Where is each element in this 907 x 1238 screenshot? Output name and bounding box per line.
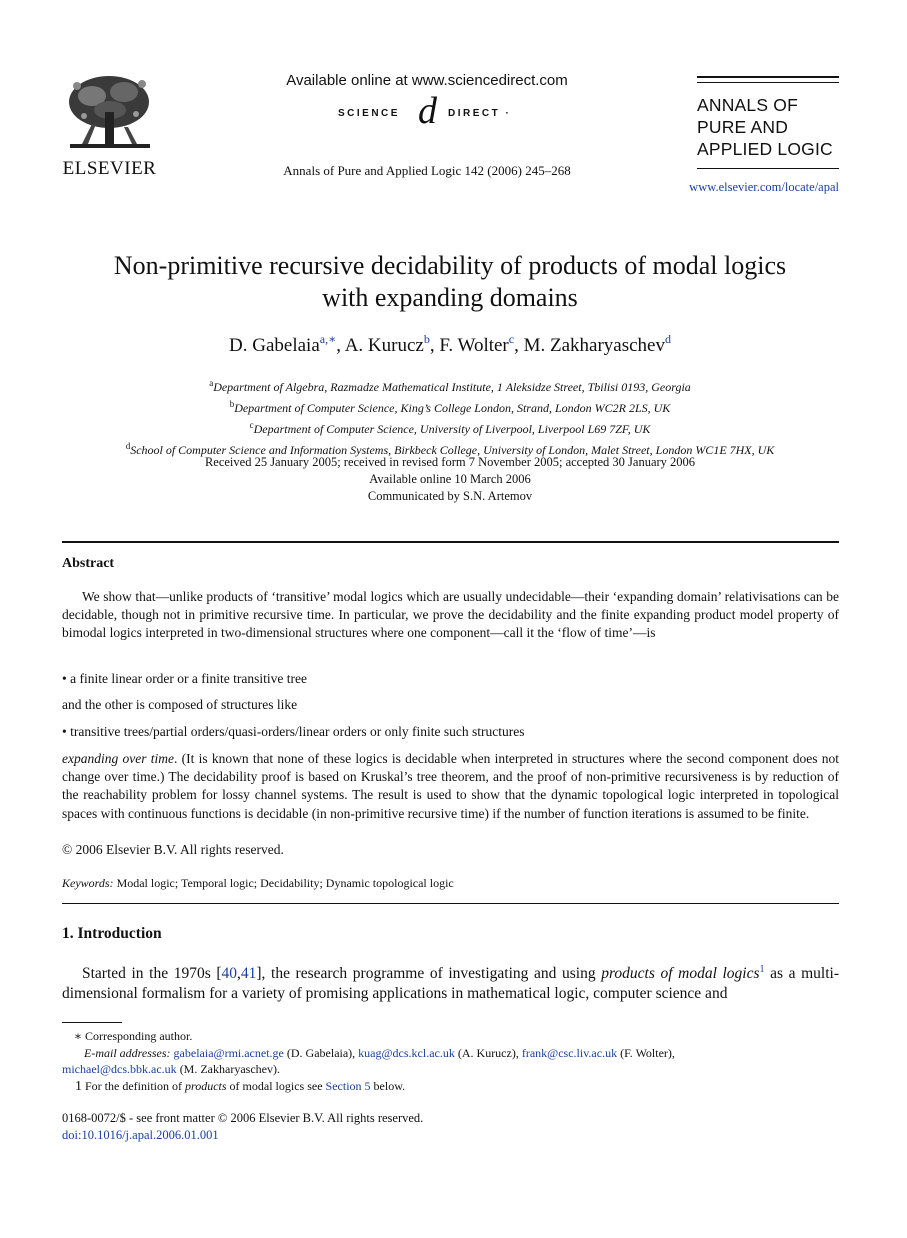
journal-rule-top-thin: [697, 82, 839, 83]
author-list: D. Gabelaia$^{a,∗}$, A. Kurucz$^b$, F. Wolter$^c$, M. Zakharyaschev$^d$: [229, 332, 671, 356]
email-link[interactable]: gabelaia@rmi.acnet.ge: [173, 1045, 284, 1060]
abstract-paragraph: and the other is composed of structures like: [62, 697, 298, 712]
abstract-heading: Abstract: [62, 556, 115, 571]
footnotes: [62, 1028, 839, 1095]
communicated-by: Communicated by S.N. Artemov: [367, 489, 533, 503]
email-link[interactable]: kuag@dcs.kcl.ac.uk: [358, 1045, 455, 1060]
journal-citation: Annals of Pure and Applied Logic 142 (2006) 245–268: [283, 163, 571, 178]
journal-title-line: PURE AND: [697, 117, 789, 137]
author-affil-link[interactable]: b: [423, 332, 430, 346]
keywords: Keywords: Modal logic; Temporal logic; Decidability; Dynamic topological logic: [62, 876, 454, 890]
author-affil-link[interactable]: c: [508, 332, 515, 346]
abstract-rule-top: [62, 541, 839, 543]
abstract-bullet: • transitive trees/partial orders/quasi-orders/linear orders or only finite such structures: [62, 724, 525, 739]
title-line: Non-primitive recursive decidability of products of modal logics: [113, 251, 787, 280]
sciencedirect-logo-left: SCIENCE: [338, 108, 400, 119]
received-dates: Received 25 January 2005; received in revised form 7 November 2005; accepted 30 January 2006: [204, 455, 696, 469]
issn-line: 0168-0072/$ - see front matter © 2006 Elsevier B.V. All rights reserved.: [62, 1111, 424, 1125]
journal-title: [697, 94, 847, 160]
abstract-paragraph: expanding over time. (It is known that none of these logics is decidable when interpreted in structures where the second component does not change over time.) The decidability proof is based on Kruskal’s tree theorem, and the proof of non-primitive recursiveness is by reduction of the reachability problem for lossy channel systems. The result is used to show that the dynamic topological logic interpreted in topological spaces with continuous functions is decidable (in non-primitive recursive time) if the number of function iterations is assumed to be finite.: [62, 751, 840, 821]
citation-link[interactable]: 41: [240, 965, 257, 983]
section-heading: 1. Introduction: [62, 925, 162, 942]
journal-title-line: APPLIED LOGIC: [697, 139, 833, 159]
affiliation: $^d$School of Computer Science and Information Systems, Birkbeck College, University of London, Malet Street, London WC1E 7HX, UK: [125, 441, 775, 457]
sciencedirect-d-icon: d: [418, 90, 437, 132]
journal-rule-bottom: [697, 168, 839, 169]
footnote-1: 1 For the definition of products of modal logics see Section 5 below.: [75, 1078, 406, 1094]
elsevier-tree-icon: [62, 72, 157, 156]
author-name: A. Kurucz: [344, 335, 424, 356]
footnote-emails-cont: michael@dcs.bbk.ac.uk (M. Zakharyaschev).: [62, 1062, 280, 1076]
section-link[interactable]: Section 5: [325, 1078, 371, 1093]
journal-title-line: ANNALS OF: [697, 95, 798, 115]
abstract-paragraph: We show that—unlike products of ‘transitive’ modal logics which are usually undecidable—their ‘expanding domain’ relativisations can be decidable, though not in primitive recursive time. In particular, we prove the decidability and the finite expanding product model property of bimodal logics interpreted in two-dimensional structures where one component—call it the ‘flow of time’—is: [62, 589, 839, 641]
author-affil-link[interactable]: d: [664, 332, 671, 346]
abstract-copyright: © 2006 Elsevier B.V. All rights reserved.: [62, 842, 284, 857]
abstract-rule-bottom: [62, 903, 839, 904]
journal-rule-top: [697, 76, 839, 78]
journal-url-link[interactable]: www.elsevier.com/locate/apal: [689, 180, 839, 194]
author-name: M. Zakharyaschev: [523, 335, 665, 356]
publisher-name: ELSEVIER: [62, 158, 157, 179]
affiliation: $^a$Department of Algebra, Razmadze Mathematical Institute, 1 Aleksidze Street, Tbilisi 0193, Georgia: [209, 378, 691, 394]
author-name: F. Wolter: [439, 335, 509, 356]
front-matter: [62, 1110, 839, 1143]
email-link[interactable]: frank@csc.liv.ac.uk: [521, 1045, 618, 1060]
footnote-corresponding: ∗ Corresponding author.: [73, 1029, 193, 1043]
author-name: D. Gabelaia: [229, 335, 320, 356]
available-online-text: Available online at www.sciencedirect.com: [286, 72, 568, 89]
affiliation: $^c$Department of Computer Science, University of Liverpool, Liverpool L69 7ZF, UK: [249, 420, 651, 436]
footnote-link[interactable]: 1: [759, 964, 765, 975]
sciencedirect-logo: [338, 90, 528, 132]
title-line: with expanding domains: [322, 283, 578, 312]
affiliation: $^b$Department of Computer Science, King’s College London, Strand, London WC2R 2LS, UK: [229, 399, 671, 415]
available-date: Available online 10 March 2006: [369, 472, 531, 486]
intro-paragraph: Started in the 1970s [40,41], the research programme of investigating and using products of modal logics$^1$ as a multi-dimensional formalism for a variety of promising applications in mathematical logic, computer science and: [62, 964, 839, 1003]
affiliations: [40, 375, 860, 459]
footnote-emails: E-mail addresses: gabelaia@rmi.acnet.ge (D. Gabelaia), kuag@dcs.kcl.ac.uk (A. Kurucz), frank@csc.liv.ac.uk (F. Wolter),: [84, 1045, 675, 1060]
doi-link[interactable]: doi:10.1016/j.apal.2006.01.001: [62, 1127, 219, 1142]
abstract-bullet: • a finite linear order or a finite transitive tree: [62, 671, 307, 686]
citation-link[interactable]: 40: [221, 965, 237, 983]
paper-title: [60, 250, 840, 314]
email-link[interactable]: michael@dcs.bbk.ac.uk: [62, 1062, 177, 1076]
footnote-rule: [62, 1022, 122, 1023]
elsevier-logo: [62, 72, 157, 179]
sciencedirect-logo-right: DIRECT ·: [448, 108, 512, 119]
author-affil-link[interactable]: a,∗: [319, 332, 337, 346]
article-history: [60, 454, 840, 505]
